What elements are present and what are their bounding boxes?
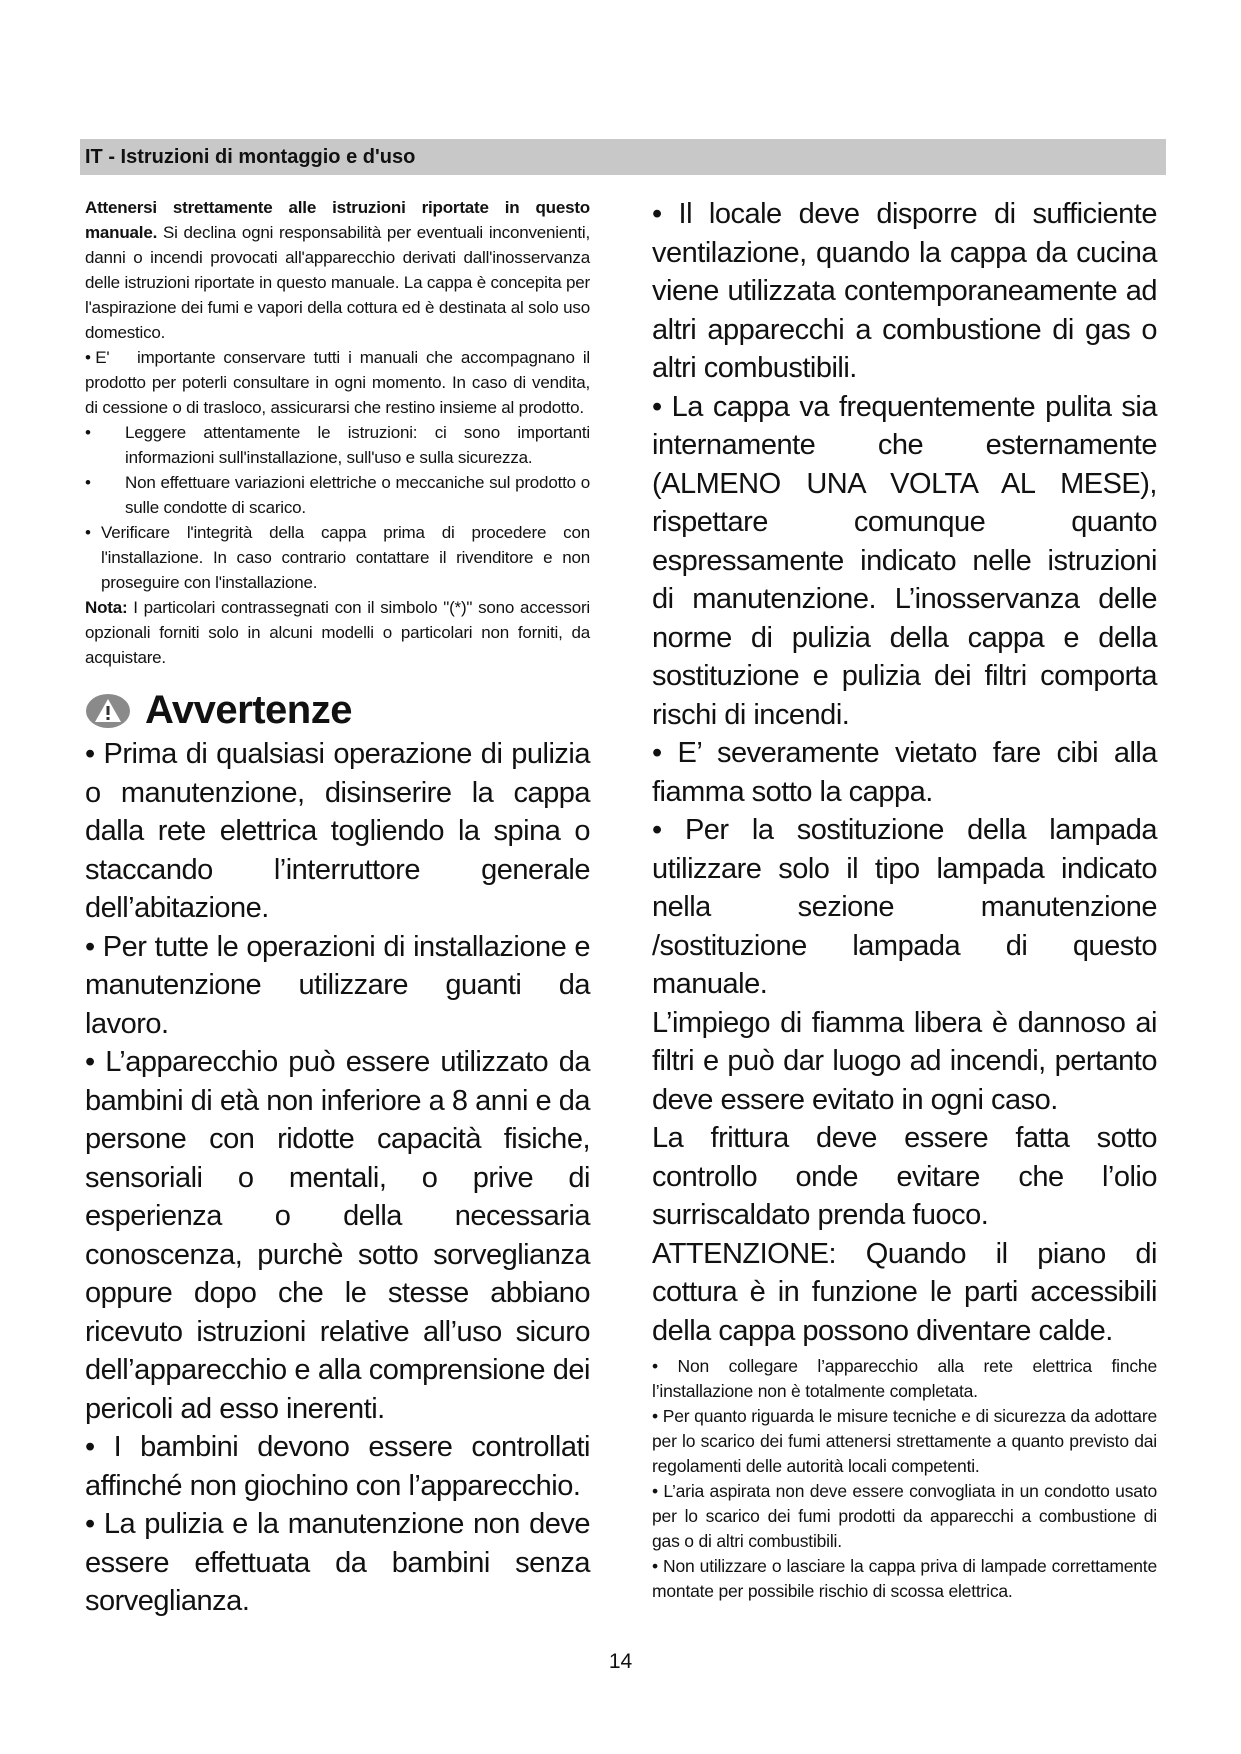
section-header: [80, 139, 1166, 175]
bullet-mark: •: [85, 473, 91, 492]
bullet-text: Verificare l'integrità della cappa prima di procedere con l'installazione. In caso contrario contattare il rivenditore e non proseguire con l'installazione.: [101, 523, 590, 592]
warning-item: • La pulizia e la manutenzione non deve essere effettuata da bambini senza sorveglianza.: [85, 1508, 590, 1617]
warning-item: • I bambini devono essere controllati affinché non giochino con l’apparecchio.: [85, 1431, 590, 1502]
bullet-text: Non effettuare variazioni elettriche o meccaniche sul prodotto o sulle condotte di scarico.: [125, 473, 590, 517]
warnings-title: Avvertenze: [145, 688, 352, 732]
page-number: 14: [608, 1650, 633, 1673]
warning-item: • Per tutte le operazioni di installazione e manutenzione utilizzare guanti da lavoro.: [85, 930, 590, 1040]
intro-bullet: [85, 345, 590, 420]
small-warning-item: • L’aria aspirata non deve essere convogliata in un condotto usato per lo scarico dei fumi prodotti da apparecchi a combustione di gas o di altri combustibili.: [652, 1481, 1157, 1551]
warning-icon: [85, 692, 131, 730]
warning-item: • E’ severamente vietato fare cibi alla fiamma sotto la cappa.: [652, 737, 1157, 808]
small-warning-item: • Non collegare l’apparecchio alla rete elettrica finche l’installazione non è totalmente completata.: [652, 1356, 1157, 1401]
warning-item: • L’apparecchio può essere utilizzato da bambini di età non inferiore a 8 anni e da persone con ridotte capacità fisiche, sensoriali o mentali, o prive di esperienza o della necessaria conoscenza, purchè sotto sorveglianza oppure dopo che le stesse abbiano ricevuto istruzioni relative all’uso sicuro dell’apparecchio e alla comprensione dei pericoli ad esso inerenti.: [85, 1046, 590, 1425]
bullet-mark: •: [85, 423, 91, 442]
intro-bold-lead: Attenersi strettamente alle istruzioni riportate in questo manuale.: [85, 198, 590, 242]
intro-bullet: [85, 470, 590, 520]
intro-bullet: [85, 520, 590, 595]
warning-item: La frittura deve essere fatta sotto controllo onde evitare che l’olio surriscaldato prenda fuoco.: [652, 1122, 1157, 1231]
warning-item: • La cappa va frequentemente pulita sia internamente che esternamente (ALMENO UNA VOLTA AL MESE), rispettare comunque quanto espressamente indicato nelle istruzioni di manutenzione. L’inosservanza delle norme di pulizia della cappa e della sostituzione e pulizia dei filtri comporta rischi di incendi.: [652, 390, 1157, 731]
bullet-mark: •: [85, 523, 91, 542]
right-column: [652, 195, 1157, 1604]
bullet-text: importante conservare tutti i manuali che accompagnano il prodotto per poterli consultare in ogni momento. In caso di vendita, di cessione o di trasloco, assicurarsi che restino insieme al prodotto.: [85, 348, 590, 417]
nota-label: Nota:: [85, 598, 128, 617]
bullet-mark: • E': [85, 348, 110, 367]
warning-item: ATTENZIONE: Quando il piano di cottura è in funzione le parti accessibili della cappa possono diventare calde.: [652, 1237, 1157, 1347]
intro-bullet: [85, 420, 590, 470]
intro-text: Si declina ogni responsabilità per eventuali inconvenienti, danni o incendi provocati all'apparecchio derivati dall'inosservanza delle istruzioni riportate in questo manuale. La cappa è concepita per l'aspirazione dei fumi e vapori della cottura ed è destinata al solo uso domestico.: [85, 223, 590, 342]
small-warning-item: • Non utilizzare o lasciare la cappa priva di lampade correttamente montate per possibile rischio di scossa elettrica.: [652, 1556, 1157, 1601]
nota-paragraph: [85, 595, 590, 670]
warning-item: • Il locale deve disporre di sufficiente ventilazione, quando la cappa da cucina viene utilizzata contemporaneamente ad altri apparecchi a combustione di gas o altri combustibili.: [652, 198, 1157, 384]
warning-item: • Per la sostituzione della lampada utilizzare solo il tipo lampada indicato nella sezione manutenzione /sostituzione lampada di questo manuale.: [652, 814, 1157, 1000]
section-title: IT - Istruzioni di montaggio e d'uso: [85, 146, 416, 168]
intro-paragraph: [85, 195, 590, 345]
bullet-text: Leggere attentamente le istruzioni: ci sono importanti informazioni sull'installazione, sull'uso e sulla sicurezza.: [125, 423, 590, 467]
nota-text: I particolari contrassegnati con il simbolo "(*)" sono accessori opzionali forniti solo in alcuni modelli o particolari non forniti, da acquistare.: [85, 598, 590, 667]
left-column: [85, 195, 590, 1621]
warning-item: • Prima di qualsiasi operazione di pulizia o manutenzione, disinserire la cappa dalla rete elettrica togliendo la spina o staccando l’interruttore generale dell’abitazione.: [85, 738, 590, 924]
warnings-heading: [85, 688, 590, 733]
small-warning-item: • Per quanto riguarda le misure tecniche e di sicurezza da adottare per lo scarico dei fumi attenersi strettamente a quanto previsto dai regolamenti delle autorità locali competenti.: [652, 1406, 1157, 1476]
warning-item: L’impiego di fiamma libera è dannoso ai filtri e può dar luogo ad incendi, pertanto deve essere evitato in ogni caso.: [652, 1006, 1157, 1116]
